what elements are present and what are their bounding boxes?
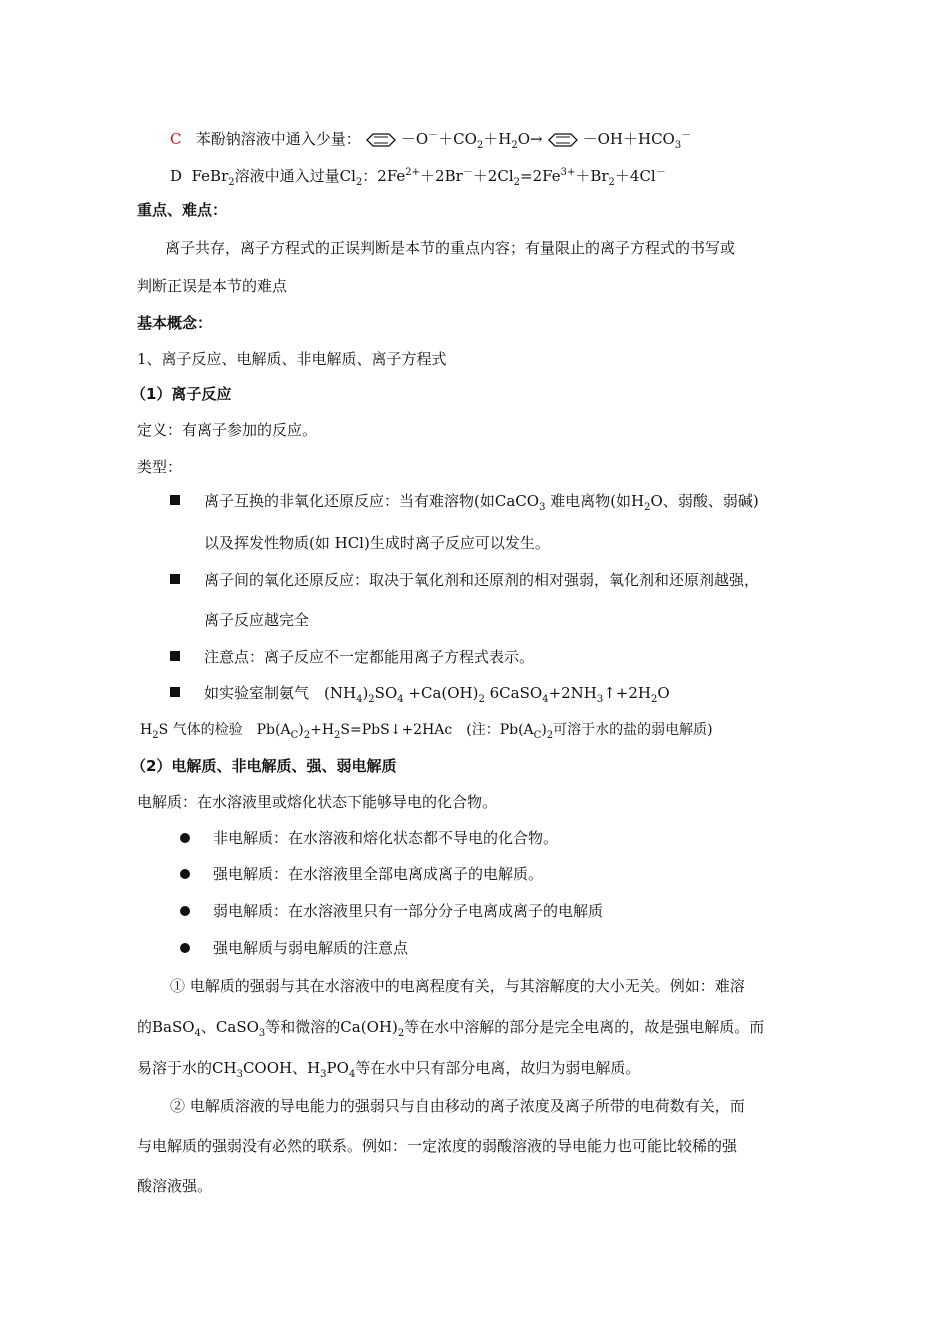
- b1b-sub: 2: [644, 502, 651, 513]
- d-sub1: 2: [228, 177, 235, 188]
- b4h: O: [657, 684, 670, 702]
- electrolyte-heading: （2）电解质、非电解质、强、弱电解质: [131, 757, 397, 775]
- nonelectrolyte-def: 非电解质：在水溶液和熔化状态都不导电的化合物。: [213, 829, 559, 847]
- round-bullet-icon: [180, 943, 190, 953]
- n1e: 易溶于水的CH: [137, 1059, 237, 1077]
- d-sub4: 2: [608, 177, 615, 188]
- n1s1: 4: [194, 1028, 201, 1039]
- round-bullet-icon: [180, 833, 190, 843]
- h2s-s4: 2: [334, 729, 341, 741]
- benzene-ring-icon: [361, 132, 401, 148]
- option-c-o-minus: －O: [400, 130, 429, 148]
- square-bullet-icon: [170, 687, 180, 697]
- d-sub3: 2: [513, 177, 520, 188]
- round-bullet-icon: [180, 869, 190, 879]
- h2s-d: +H: [310, 722, 335, 738]
- note1-line2: [137, 1017, 764, 1044]
- d-t5: =2Fe: [520, 167, 561, 185]
- d-t4: ＋2Cl: [472, 167, 514, 185]
- key-points-line2: 判断正误是本节的难点: [137, 277, 288, 295]
- b1a-sub: 3: [539, 502, 546, 513]
- definition-text: 定义：有离子参加的反应。: [137, 421, 318, 439]
- h2s-s1: 2: [152, 729, 159, 741]
- b4b: ): [362, 684, 369, 702]
- notes-label: 强电解质与弱电解质的注意点: [213, 939, 409, 957]
- n1s2: 3: [258, 1028, 266, 1039]
- hco3-sub: 3: [674, 140, 682, 151]
- n1g: PO: [326, 1059, 349, 1077]
- b4f: +2NH: [548, 684, 597, 702]
- strong-electrolyte-def: 强电解质：在水溶液里全部电离成离子的电解质。: [213, 865, 544, 883]
- h2s-e: S=PbS↓+2HAc (注：Pb(A: [340, 722, 534, 738]
- h2s-a: H: [140, 722, 153, 738]
- h2s-b: S 气体的检验 Pb(A: [158, 722, 291, 738]
- option-c-lead: 苯酚钠溶液中通入少量：: [195, 130, 361, 148]
- n1h: 等在水中只有部分电离，故归为弱电解质。: [355, 1059, 641, 1077]
- key-points-line1: 离子共存，离子方程式的正误判断是本节的重点内容；有量限止的离子方程式的书写或: [165, 239, 736, 257]
- square-bullet-icon: [170, 495, 180, 505]
- electrolyte-definition: 电解质：在水溶液里或熔化状态下能够导电的化合物。: [137, 793, 498, 811]
- b4s7: 2: [651, 694, 658, 705]
- bullet1-line2: 以及挥发性物质(如 HCl)生成时离子反应可以发生。: [204, 534, 550, 552]
- h2s-g: 可溶于水的盐的弱电解质): [553, 722, 713, 738]
- d-sup2: －: [462, 167, 473, 178]
- d-t6: ＋Br: [575, 167, 609, 185]
- benzene-ring-icon: [543, 132, 583, 148]
- n1a: 的BaSO: [137, 1018, 195, 1036]
- n1s4: 3: [236, 1069, 243, 1080]
- b4g: ↑+2H: [603, 684, 651, 702]
- bullet3: 注意点：离子反应不一定都能用离子方程式表示。: [204, 648, 535, 666]
- bullet2-line1: 离子间的氧化还原反应：取决于氧化剂和还原剂的相对强弱，氧化剂和还原剂越强，: [204, 571, 760, 589]
- b4e: 6CaSO: [484, 684, 543, 702]
- bullet1-line1: [204, 491, 759, 518]
- co2-text: ＋CO: [438, 130, 477, 148]
- hco3-sup: －: [681, 130, 692, 141]
- h2s-s6: 2: [546, 729, 554, 741]
- b4s3: 4: [397, 694, 404, 705]
- types-label: 类型：: [137, 458, 183, 476]
- b4s2: 2: [368, 694, 375, 705]
- d-t2: ：2Fe: [362, 167, 406, 185]
- option-c-line: [170, 126, 691, 156]
- b1a: 离子互换的非氧化还原反应：当有难溶物(如CaCO: [204, 492, 540, 510]
- h2s-s2: C: [290, 729, 299, 741]
- option-d-letter: D: [170, 167, 183, 185]
- h2s-s5: C: [533, 729, 542, 741]
- h2o-text: ＋H: [483, 130, 512, 148]
- b1c: O、弱酸、弱碱): [650, 492, 759, 510]
- bullet4: [204, 683, 670, 710]
- h2s-s3: 2: [303, 729, 311, 741]
- note1-line3: [137, 1058, 640, 1085]
- minus-sup: －: [428, 130, 439, 141]
- n1s6: 4: [348, 1069, 356, 1080]
- n1b: 、CaSO: [200, 1018, 259, 1036]
- h2o-sub: 2: [511, 140, 518, 151]
- b4s5: 4: [542, 694, 549, 705]
- option-c-letter: C: [170, 130, 182, 148]
- b4s6: 3: [596, 694, 604, 705]
- co2-sub: 2: [476, 140, 484, 151]
- h2s-c: ): [298, 722, 304, 738]
- note2-line1: ② 电解质溶液的导电能力的强弱只与自由移动的离子浓度及离子所带的电荷数有关，而: [170, 1097, 745, 1115]
- note1-line1: ① 电解质的强弱与其在水溶液中的电离程度有关，与其溶解度的大小无关。例如：难溶: [170, 977, 745, 995]
- n1c: 等和微溶的Ca(OH): [265, 1018, 398, 1036]
- arrow-text: O→: [517, 130, 543, 148]
- n1f: COOH、H: [242, 1059, 321, 1077]
- bullet2-line2: 离子反应越完全: [204, 611, 310, 629]
- h2s-f: ): [541, 722, 547, 738]
- n1s5: 3: [320, 1069, 327, 1080]
- note2-line3: 酸溶液强。: [137, 1177, 213, 1195]
- n1s3: 2: [397, 1028, 405, 1039]
- weak-electrolyte-def: 弱电解质：在水溶液里只有一部分分子电离成离子的电解质: [213, 902, 604, 920]
- n1d: 等在水中溶解的部分是完全电离的，故是强电解质。而: [404, 1018, 765, 1036]
- square-bullet-icon: [170, 651, 180, 661]
- b4a: 如实验室制氨气 (NH: [204, 684, 357, 702]
- key-points-heading: 重点、难点：: [137, 201, 228, 219]
- h2s-line: [140, 720, 713, 746]
- d-sup3: 3+: [560, 167, 576, 178]
- option-d-line: [170, 163, 666, 193]
- d-t7: ＋4Cl: [614, 167, 656, 185]
- ion-reaction-heading: （1）离子反应: [131, 385, 232, 403]
- option-c-tail: －OH＋HCO: [582, 130, 675, 148]
- basic-heading: 基本概念：: [137, 314, 213, 332]
- d-sup4: －: [655, 167, 666, 178]
- square-bullet-icon: [170, 574, 180, 584]
- b4s1: 4: [356, 694, 363, 705]
- d-t3: ＋2Br: [420, 167, 463, 185]
- basic-item1: 1、离子反应、电解质、非电解质、离子方程式: [137, 350, 447, 368]
- d-t1: 溶液中通入过量Cl: [234, 167, 356, 185]
- b1b: 难电离物(如H: [545, 492, 645, 510]
- b4d: +Ca(OH): [403, 684, 479, 702]
- round-bullet-icon: [180, 906, 190, 916]
- b4c: SO: [374, 684, 398, 702]
- note2-line2: 与电解质的强弱没有必然的联系。例如：一定浓度的弱酸溶液的导电能力也可能比较稀的强: [137, 1137, 738, 1155]
- b4s4: 2: [478, 694, 485, 705]
- d-sub2: 2: [355, 177, 363, 188]
- d-sup1: 2+: [405, 167, 421, 178]
- d-t0: FeBr: [191, 167, 229, 185]
